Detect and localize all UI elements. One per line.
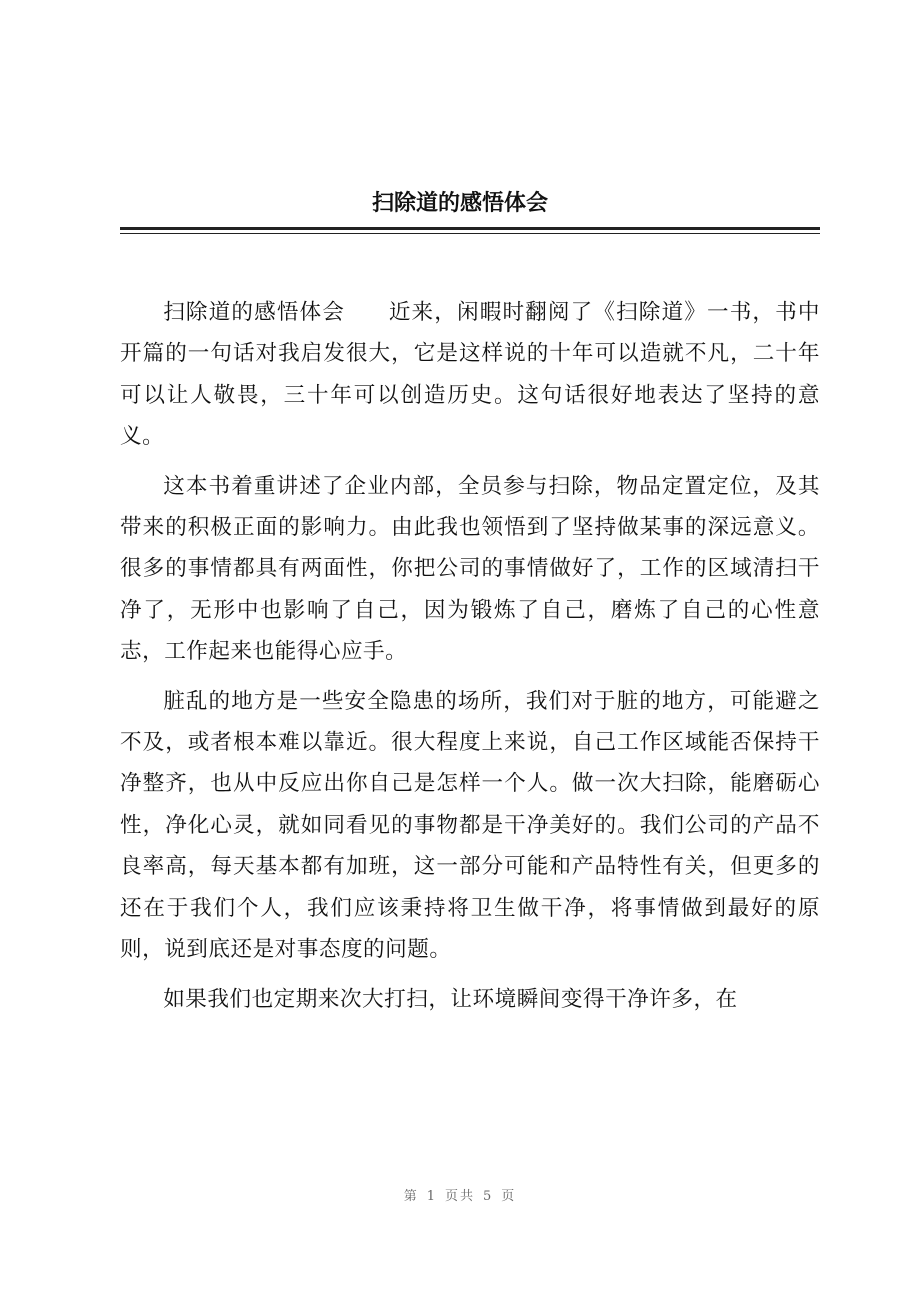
title-divider-thick (120, 227, 820, 230)
document-body (120, 292, 820, 1020)
paragraph-2: 这本书着重讲述了企业内部，全员参与扫除，物品定置定位，及其带来的积极正面的影响力。由此我也领悟到了坚持做某事的深远意义。很多的事情都具有两面性，你把公司的事情做好了，工作的区域清扫干净了，无形中也影响了自己，因为锻炼了自己，磨炼了自己的心性意志，工作起来也能得心应手。 (120, 473, 820, 665)
paragraph-4: 如果我们也定期来次大打扫，让环境瞬间变得干净许多，在 (163, 986, 738, 1012)
footer-page-number: 1 (426, 1189, 437, 1204)
footer-total-pages: 5 (483, 1189, 494, 1204)
paragraph-1-text: 近来，闲暇时翻阅了《扫除道》一书，书中开篇的一句话对我启发很大，它是这样说的十年可以造就不凡，二十年可以让人敬畏，三十年可以创造历史。这句话很好地表达了坚持的意义。 (120, 300, 820, 450)
paragraph-3: 脏乱的地方是一些安全隐患的场所，我们对于脏的地方，可能避之不及，或者根本难以靠近。很大程度上来说，自己工作区域能否保持干净整齐，也从中反应出你自己是怎样一个人。做一次大扫除，能磨砺心性，净化心灵，就如同看见的事物都是干净美好的。我们公司的产品不良率高，每天基本都有加班，这一部分可能和产品特性有关，但更多的还在于我们个人，我们应该秉持将卫生做干净，将事情做到最好的原则，说到底还是对事态度的问题。 (120, 688, 820, 963)
title-divider-thin (120, 233, 820, 234)
footer-middle: 页共 (444, 1189, 475, 1204)
intro-label: 扫除道的感悟体会 (163, 300, 345, 325)
paragraph-1 (120, 292, 820, 458)
footer-suffix: 页 (501, 1189, 517, 1204)
document-title: 扫除道的感悟体会 (371, 191, 548, 216)
footer-prefix: 第 (403, 1189, 419, 1204)
page-footer (0, 1187, 920, 1207)
